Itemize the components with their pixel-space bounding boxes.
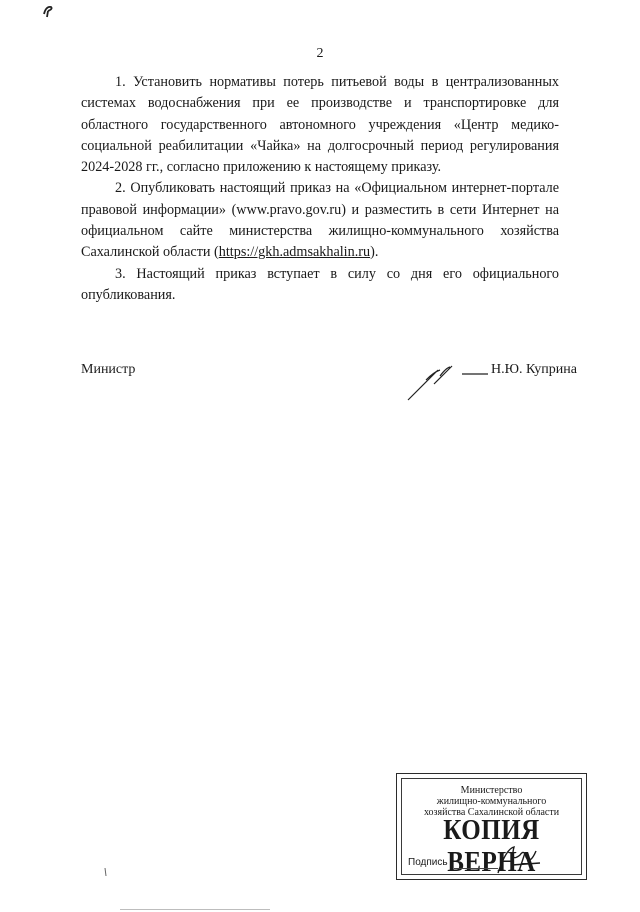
paragraph-2-text: 2. Опубликовать настоящий приказ на «Официальном интернет-портале правовой информации» (www.pravo.gov.ru) и разместить в сети Интернет на официальном сайте министерства жилищно-коммунального хозяйства Сахалинской области ( xyxy=(81,180,559,261)
stamp-ministry: Министерство xyxy=(460,785,523,796)
document-body xyxy=(81,72,559,306)
signer-name: Н.Ю. Куприна xyxy=(491,362,577,377)
paragraph-2 xyxy=(81,178,559,263)
paragraph-2-end: ). xyxy=(370,244,379,261)
scan-speck xyxy=(104,868,107,876)
page-number: 2 xyxy=(316,46,324,61)
paragraph-1: 1. Установить нормативы потерь питьевой воды в централизованных системах водоснабжения при ее производстве и транспортировке для областного государственного автономного учреждения «Центр медико-социальной реабилитации «Чайка» на долгосрочный период регулирования 2024-2028 гг., согласно приложению к настоящему приказу. xyxy=(81,74,559,176)
handwritten-signature xyxy=(404,358,488,402)
stamp-ministry-type: жилищно-коммунального xyxy=(436,796,547,807)
stamp-main-text: КОПИЯ ВЕРНА xyxy=(443,814,540,879)
ministry-website-link[interactable]: https://gkh.admsakhalin.ru xyxy=(218,244,371,261)
stamp-region: хозяйства Сахалинской области xyxy=(423,807,560,818)
bottom-scan-line xyxy=(120,909,270,910)
copy-certified-stamp xyxy=(396,773,587,880)
stamp-signature xyxy=(492,843,552,877)
corner-scan-mark xyxy=(40,2,56,18)
stamp-inner-frame xyxy=(401,778,582,879)
signer-position: Министр xyxy=(81,362,136,377)
stamp-sign-label: Подпись xyxy=(408,857,448,868)
paragraph-3: 3. Настоящий приказ вступает в силу со дня его официального опубликования. xyxy=(81,265,559,303)
